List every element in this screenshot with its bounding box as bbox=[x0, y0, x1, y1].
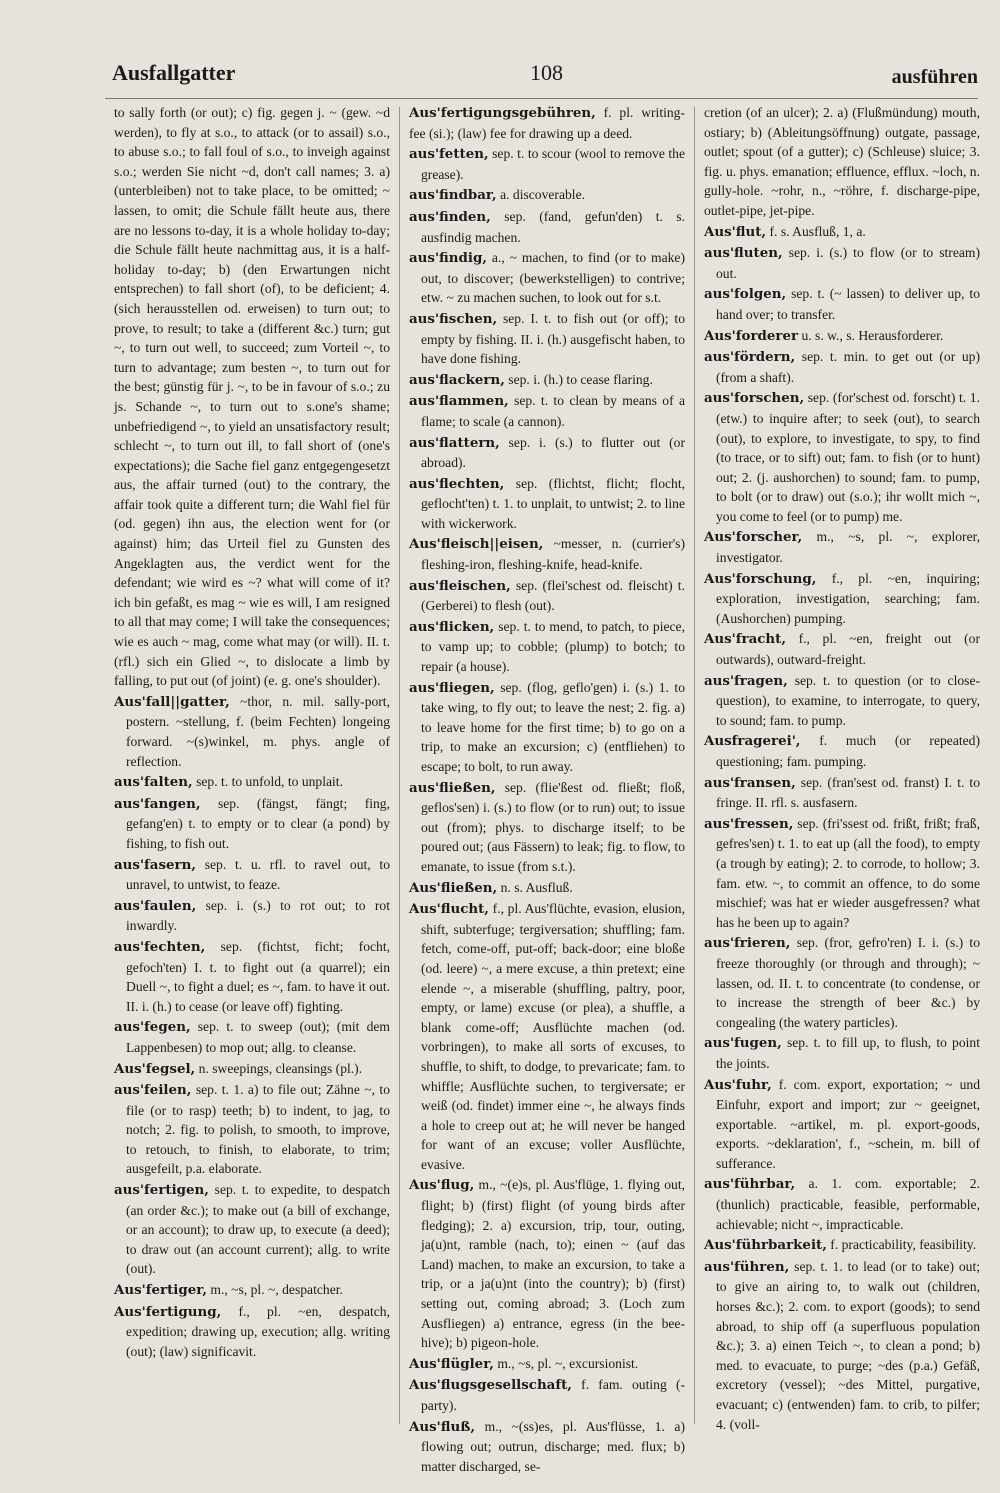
entry-headword: aus'fliegen, bbox=[409, 679, 495, 696]
dictionary-entry bbox=[114, 1080, 390, 1179]
entry-headword: aus'fransen, bbox=[704, 774, 796, 791]
entry-definition: sep. (fängst, fängt; fing, gefang'en) t. to empty or to clear (a pond) by fishing, to fish out. bbox=[126, 795, 390, 851]
entry-definition: sep. t. (~ lassen) to deliver up, to hand over; to transfer. bbox=[716, 286, 980, 322]
entry-definition: cretion (of an ulcer); 2. a) (Flußmündung) mouth, ostiary; b) (Ableitungsöffnung) outgate, passage, outlet; spout (of a gutter); c) (Schleuse) sluice; 3. fig. u. phys. emanation; effluence, efflux. ~loch, n. gully-hole. ~rohr, n., ~röhre, f. discharge-pipe, outlet-pipe, jet-pipe. bbox=[704, 105, 980, 218]
entry-headword: aus'fressen, bbox=[704, 815, 794, 832]
column-3 bbox=[702, 103, 982, 1432]
dictionary-entry bbox=[114, 896, 390, 936]
entry-definition: sep. t. 1. to lead (or to take) out; to give an airing to, to walk out (children, horses &c.); 2. com. to export (goods); to send abroad, to ship off (a superfluous population &c.); 3. a) einen Teich ~, to clean a pond; b) med. to evacuate, to purge; ~des (p.a.) Gefäß, excretory (vessel); ~des Mittel, purgative, evacuant; c) (entwenden) fam. to crib, to pilfer; 4. (voll- bbox=[716, 1258, 981, 1432]
dictionary-entry bbox=[704, 933, 980, 1032]
entry-headword: Aus'fleisch||eisen, bbox=[409, 536, 544, 553]
entry-definition: sep. i. (s.) to flutter out (or abroad). bbox=[421, 434, 685, 471]
entry-definition: f. much (or repeated) questioning; fam. pumping. bbox=[716, 733, 980, 769]
dictionary-entry bbox=[704, 347, 980, 387]
entry-headword: Aus'fluß, bbox=[409, 1418, 476, 1435]
entry-headword: aus'flechten, bbox=[409, 475, 505, 492]
entry-headword: Aus'flut, bbox=[704, 223, 767, 240]
dictionary-entry bbox=[704, 222, 980, 243]
entry-headword: Aus'flugsgesellschaft, bbox=[409, 1377, 572, 1394]
entry-headword: aus'flammen, bbox=[409, 393, 509, 410]
dictionary-entry bbox=[704, 388, 980, 526]
entry-headword: aus'fragen, bbox=[704, 672, 788, 689]
column-2 bbox=[407, 103, 687, 1474]
entry-headword: aus'forschen, bbox=[704, 390, 805, 407]
dictionary-entry bbox=[704, 284, 980, 324]
dictionary-entry bbox=[114, 692, 390, 771]
columns bbox=[112, 103, 982, 1474]
page-number: 108 bbox=[530, 60, 563, 85]
dictionary-entry bbox=[704, 326, 980, 347]
entry-definition: sep. t. 1. a) to file out; Zähne ~, to file (or to rasp) teeth; b) to indent, to jag, to notch; 2. fig. to polish, to smooth, to improve, to retouch, to finish, to elaborate, to trim; ausgefeilt, p.a. elaborate. bbox=[126, 1082, 390, 1177]
entry-headword: Aus'fertigungsgebühren, bbox=[409, 105, 596, 121]
entry-headword: aus'fegen, bbox=[114, 1019, 191, 1036]
dictionary-entry bbox=[409, 103, 685, 143]
entry-definition: f., pl. ~en, freight out (or outwards), outward-freight. bbox=[716, 631, 980, 668]
entry-headword: Aus'fertiger, bbox=[114, 1282, 207, 1299]
entry-headword: aus'folgen, bbox=[704, 286, 787, 303]
entry-definition: sep. (flie'ßest od. fließt; floß, geflos'sen) i. (s.) to flow (or to run) out; to issue out (from); phys. to discharge itself; to be poured out; (aus Fässern) to leak; fig. to flow, to emanate, to issue (from s.t.). bbox=[421, 779, 685, 874]
dictionary-entry bbox=[114, 772, 390, 793]
entry-headword: aus'finden, bbox=[409, 208, 491, 225]
entry-headword: Aus'flucht, bbox=[409, 901, 489, 918]
entry-definition: ~thor, n. mil. sally-port, postern. ~stellung, f. (beim Fechten) longeing forward. ~(s)winkel, m. phys. angle of reflection. bbox=[126, 693, 390, 769]
entry-headword: aus'fischen, bbox=[409, 310, 498, 327]
entry-definition: m., ~s, pl. ~, despatcher. bbox=[210, 1282, 343, 1298]
column-divider bbox=[694, 107, 695, 1424]
dictionary-entry bbox=[409, 144, 685, 184]
entry-definition: sep. (fand, gefun'den) t. s. ausfindig machen. bbox=[421, 208, 685, 245]
entry-definition: sep. t. to question (or to close-question), to examine, to interrogate, to query, to sound; fam. to pump. bbox=[716, 672, 980, 728]
entry-headword: aus'faulen, bbox=[114, 897, 197, 914]
entry-headword: Aus'flug, bbox=[409, 1177, 475, 1194]
dictionary-entry bbox=[704, 629, 980, 669]
dictionary-entry bbox=[409, 617, 685, 677]
column-divider bbox=[399, 107, 400, 1424]
dictionary-entry bbox=[409, 1417, 685, 1477]
page-header bbox=[100, 58, 978, 94]
dictionary-entry bbox=[114, 1302, 390, 1362]
entry-definition: sep. i. (h.) to cease flaring. bbox=[508, 371, 653, 387]
dictionary-entry bbox=[704, 569, 980, 629]
entry-headword: aus'fasern, bbox=[114, 856, 196, 873]
dictionary-entry bbox=[114, 937, 390, 1016]
dictionary-entry bbox=[704, 731, 980, 771]
entry-definition: f., pl. Aus'flüchte, evasion, elusion, shift, subterfuge; tergiversation; shuffling; fam. fetch, come-off, put-off; back-door; eine bloße (od. leere) ~, a mere excuse, a thin pretext; eine elende ~, a miserable (shuffling, paltry, poor, empty, or lame) excuse (or plea), a shuffle, a blank come-off; Ausflüchte machen (od. vorbringen), to make all sorts of excuses, to shuffle, to shift, to dodge, to prevaricate; fam. to whiffle; Ausflüchte suchen, to tergiversate; er weiß (od. findet) immer eine ~, he always finds a hole to creep out at; he will never be hanged for want of an excuse; voller Ausflüchte, evasive. bbox=[421, 901, 685, 1172]
entry-definition: sep. t. min. to get out (or up) (from a shaft). bbox=[716, 349, 980, 385]
dictionary-entry bbox=[114, 1180, 390, 1279]
entry-headword: aus'fetten, bbox=[409, 146, 489, 163]
entry-definition: sep. (flog, geflo'gen) i. (s.) 1. to take wing, to fly out; to leave the nest; 2. fig. a) to leave home for the first time; b) to go on a trip, to make an excursion; c) (entfliehen) to escape; to bolt, to run away. bbox=[421, 679, 686, 774]
entry-definition: sep. (flichtst, flicht; flocht, geflocht'ten) t. 1. to unplait, to untwist; 2. to line with wickerwork. bbox=[421, 475, 685, 531]
header-right-guideword: ausführen bbox=[891, 66, 978, 88]
entry-definition: sep. i. (s.) to rot out; to rot inwardly. bbox=[126, 897, 390, 934]
column-1 bbox=[112, 103, 392, 1428]
entry-headword: aus'fechten, bbox=[114, 938, 206, 955]
entry-headword: Aus'fertigung, bbox=[114, 1303, 222, 1320]
entry-headword: Aus'fegsel, bbox=[114, 1060, 196, 1077]
dictionary-entry bbox=[114, 1280, 390, 1301]
dictionary-entry bbox=[114, 1059, 390, 1080]
entry-definition: n. s. Ausfluß. bbox=[500, 879, 573, 895]
entry-definition: u. s. w., s. Herausforderer. bbox=[801, 327, 944, 343]
dictionary-entry bbox=[114, 1017, 390, 1057]
header-rule bbox=[105, 98, 978, 99]
entry-definition: sep. (fri'ssest od. frißt, frißt; fraß, gefres'sen) t. 1. to eat up (all the food), to empty (a trough by eating); 2. to corrode, to hollow; 3. fam. etw. ~, to commit an offence, to do some mischief; was hat er wieder ausgefressen? what has he been up to again? bbox=[716, 815, 980, 930]
entry-headword: Aus'fall||gatter, bbox=[114, 693, 230, 710]
entry-definition: a., ~ machen, to find (or to make) out, to discover; (bewerkstelligen) to contrive; etw. ~ zu machen suchen, to look out for s.t. bbox=[421, 250, 685, 306]
dictionary-entry bbox=[704, 243, 980, 283]
header-left-guideword: Ausfallgatter bbox=[112, 60, 236, 85]
entry-headword: Aus'fracht, bbox=[704, 631, 786, 648]
entry-headword: aus'flicken, bbox=[409, 618, 495, 635]
dictionary-entry bbox=[409, 1175, 685, 1352]
entry-definition: m., ~s, pl. ~, excursionist. bbox=[497, 1355, 639, 1371]
entry-headword: Aus'forscher, bbox=[704, 529, 803, 546]
entry-headword: aus'fugen, bbox=[704, 1035, 782, 1052]
entry-definition: sep. (fran'sest od. franst) I. t. to fringe. II. rfl. s. ausfasern. bbox=[716, 774, 980, 811]
entry-definition: sep. t. to mend, to patch, to piece, to vamp up; to cobble; (plump) to botch; to repair (a house). bbox=[421, 618, 685, 675]
dictionary-entry bbox=[409, 576, 685, 616]
entry-definition: sep. t. u. rfl. to ravel out, to unravel, to untwist, to feaze. bbox=[126, 856, 390, 893]
entry-definition: sep. (fror, gefro'ren) I. i. (s.) to freeze thoroughly (or through and through); ~ lassen, od. II. t. to concentrate (to condense, or to increase the strength of beer &c.) by congealing (the watery particles). bbox=[716, 935, 980, 1030]
dictionary-entry bbox=[704, 1257, 980, 1434]
entry-definition: sep. t. to expedite, to despatch (an order &c.); to make out (a bill of exchange, or an account); to draw up, to execute (a deed); to draw out (an account current); allg. to write (out). bbox=[126, 1182, 390, 1277]
entry-headword: Aus'forschung, bbox=[704, 570, 817, 587]
dictionary-entry bbox=[409, 185, 685, 206]
dictionary-entry bbox=[114, 103, 390, 691]
dictionary-entry bbox=[409, 878, 685, 899]
dictionary-entry bbox=[409, 534, 685, 574]
entry-definition: m., ~(e)s, pl. Aus'flüge, 1. flying out, flight; b) (first) flight (of young birds after fledging); 2. a) excursion, trip, tour, outing, ja(u)nt, ramble (nach, to); einen ~ (auf das Land) machen, to make an excursion, to take a trip, or a ja(u)nt (into the country); b) (first) setting out, coming abroad; 3. (Loch zum Ausfliegen) a) entrance, egress (in the bee-hive); b) pigeon-hole. bbox=[421, 1177, 686, 1351]
entry-headword: aus'führbar, bbox=[704, 1176, 796, 1193]
entry-headword: Aus'flügler, bbox=[409, 1355, 494, 1372]
dictionary-entry bbox=[409, 309, 685, 369]
dictionary-entry bbox=[704, 814, 980, 933]
entry-headword: aus'führen, bbox=[704, 1258, 790, 1275]
entry-definition: f. practicability, feasibility. bbox=[830, 1237, 977, 1253]
entry-headword: aus'feilen, bbox=[114, 1082, 192, 1099]
entry-headword: aus'fleischen, bbox=[409, 577, 511, 594]
dictionary-entry bbox=[409, 370, 685, 391]
dictionary-entry bbox=[704, 527, 980, 567]
dictionary-entry bbox=[409, 391, 685, 431]
dictionary-entry bbox=[409, 678, 685, 777]
dictionary-entry bbox=[704, 1235, 980, 1256]
dictionary-entry bbox=[409, 1354, 685, 1375]
entry-headword: aus'fluten, bbox=[704, 245, 783, 262]
dictionary-entry bbox=[704, 773, 980, 813]
entry-headword: aus'fertigen, bbox=[114, 1182, 209, 1199]
entry-headword: Aus'führbarkeit, bbox=[704, 1237, 827, 1254]
entry-definition: m., ~s, pl. ~, explorer, investigator. bbox=[716, 529, 981, 566]
dictionary-entry bbox=[114, 855, 390, 895]
entry-definition: f. pl. writing-fee (si.); (law) fee for drawing up a deed. bbox=[409, 105, 685, 141]
entry-definition: sep. I. t. to fish out (or off); to empty by fishing. II. i. (h.) ausgefischt haben, to have done fishing. bbox=[421, 310, 685, 367]
dictionary-entry bbox=[704, 1033, 980, 1073]
entry-definition: m., ~(ss)es, pl. Aus'flüsse, 1. a) flowing out; outrun, discharge; med. flux; b) matter discharged, se- bbox=[421, 1418, 685, 1474]
dictionary-entry bbox=[704, 103, 980, 221]
entry-headword: aus'flackern, bbox=[409, 371, 505, 388]
dictionary-entry bbox=[114, 794, 390, 854]
entry-headword: Ausfragerei', bbox=[704, 733, 801, 750]
entry-definition: sep. (flei'schest od. fleischt) t. (Gerberei) to flesh (out). bbox=[421, 577, 685, 614]
dictionary-entry bbox=[409, 474, 685, 534]
entry-headword: aus'flattern, bbox=[409, 434, 500, 451]
entry-definition: sep. (for'schest od. forscht) t. 1. (etw.) to inquire after; to seek (out), to search (out), to explore, to investigate, to spy, to find (to trace, or to sift) out; fam. to fish (or to hunt) out; 2. (j. aushorchen) to sound; fam. to pump, to bolt (or to draw) out (s.o.); ihr wollt mich ~, you come to feel (or to pump) me. bbox=[716, 390, 980, 524]
entry-headword: aus'falten, bbox=[114, 774, 193, 791]
entry-headword: Aus'forderer bbox=[704, 327, 799, 344]
entry-headword: Aus'fuhr, bbox=[704, 1076, 772, 1093]
dictionary-entry bbox=[409, 1375, 685, 1415]
entry-definition: f. fam. outing (-party). bbox=[421, 1377, 685, 1413]
entry-definition: n. sweepings, cleansings (pl.). bbox=[198, 1060, 363, 1076]
entry-definition: f. com. export, exportation; ~ und Einfuhr, export and import; zur ~ geeignet, exportable. ~artikel, m. pl. export-goods, exports. ~deklaration', f., ~schein, m. bill of sufferance. bbox=[716, 1076, 980, 1171]
entry-headword: Aus'fließen, bbox=[409, 879, 498, 896]
dictionary-entry bbox=[409, 248, 685, 308]
dictionary-entry bbox=[704, 1174, 980, 1234]
dictionary-entry bbox=[704, 1075, 980, 1174]
entry-definition: sep. t. to unfold, to unplait. bbox=[196, 774, 343, 790]
entry-definition: f., pl. ~en, despatch, expedition; drawing up, execution; allg. writing (out); (law) significavit. bbox=[126, 1303, 390, 1359]
entry-definition: f. s. Ausfluß, 1, a. bbox=[769, 223, 866, 239]
entry-definition: sep. (fichtst, ficht; focht, gefoch'ten) I. t. to fight out (a quarrel); ein Duell ~, to fight a duel; es ~, fam. to have it out. II. i. (h.) to cease (or leave off) fighting. bbox=[126, 938, 390, 1014]
entry-headword: aus'fangen, bbox=[114, 795, 201, 812]
entry-headword: aus'fördern, bbox=[704, 349, 796, 366]
entry-definition: a. 1. com. exportable; 2. (thunlich) practicable, feasible, performable, achievable; nicht ~, impracticable. bbox=[716, 1176, 980, 1232]
dictionary-entry bbox=[409, 207, 685, 247]
entry-headword: aus'findbar, bbox=[409, 187, 497, 204]
dictionary-entry bbox=[409, 899, 685, 1174]
entry-definition: ~messer, n. (currier's) fleshing-iron, fleshing-knife, head-knife. bbox=[421, 536, 685, 573]
entry-definition: sep. t. to sweep (out); (mit dem Lappenbesen) to mop out; allg. to cleanse. bbox=[126, 1019, 390, 1055]
dictionary-entry bbox=[704, 671, 980, 731]
dictionary-entry bbox=[409, 778, 685, 877]
entry-headword: aus'frieren, bbox=[704, 935, 791, 952]
entry-definition: sep. t. to scour (wool to remove the grease). bbox=[421, 146, 685, 182]
entry-definition: sep. i. (s.) to flow (or to stream) out. bbox=[716, 245, 980, 281]
entry-definition: sep. t. to clean by means of a flame; to scale (a cannon). bbox=[421, 393, 685, 429]
entry-definition: a. discoverable. bbox=[500, 187, 585, 203]
entry-definition: f., pl. ~en, inquiring; exploration, investigation, searching; fam. (Aushorchen) pumping. bbox=[716, 570, 980, 626]
entry-headword: aus'fließen, bbox=[409, 779, 496, 796]
entry-definition: to sally forth (or out); c) fig. gegen j. ~ (gew. ~d werden), to fly at s.o., to attack (or to assail) s.o., to abuse s.o.; to fall foul of s.o., to inveigh against s.o.; werden Sie nicht ~d, don't call names; 3. a) (unterbleiben) not to take place, to be omitted; ~ lassen, to omit; die Schule fällt heute aus, there are no lessons to-day, it is a whole holiday to-day; die Schule fällt heute nachmittag aus, it is a half-holiday to-day; b) (den Erwartungen nicht entsprechen) to fall short (of), to be deficient; 4. (sich herausstellen od. erweisen) to turn out; to prove, to result; to take a (different &c.) turn; gut ~, to turn out well, to succeed; zum Vorteil ~, to turn to advantage; zum besten ~, to turn out for the best; günstig für j. ~, to be in favour of s.o.; zu js. Schande ~, to turn out to s.one's shame; unbefriedigend ~, to yield an unsatisfactory result; schlecht ~, to turn out ill, to fall short of (one's expectations); die Sache fiel ganz entgegengesetzt aus, the affair turned (out) to the contrary, the affair took quite a different turn; die Wahl fiel für (od. gegen) ihn aus, the election went for (or against) him; das Urteil fiel zu Gunsten des Angeklagten aus, the verdict went for the defendant; wie wird es ~? what will come of it? ich bin gefaßt, es mag ~ wie es will, I am resigned to all that may come; I will take the consequences; wie es auch ~ mag, come what may (or will). II. t. (rfl.) sich ein Glied ~, to dislocate a limb by falling, to put out (of joint) (e. g. one's shoulder). bbox=[114, 105, 390, 689]
dictionary-entry bbox=[409, 433, 685, 473]
entry-headword: aus'findig, bbox=[409, 250, 487, 267]
entry-definition: sep. t. to fill up, to flush, to point the joints. bbox=[716, 1035, 980, 1071]
